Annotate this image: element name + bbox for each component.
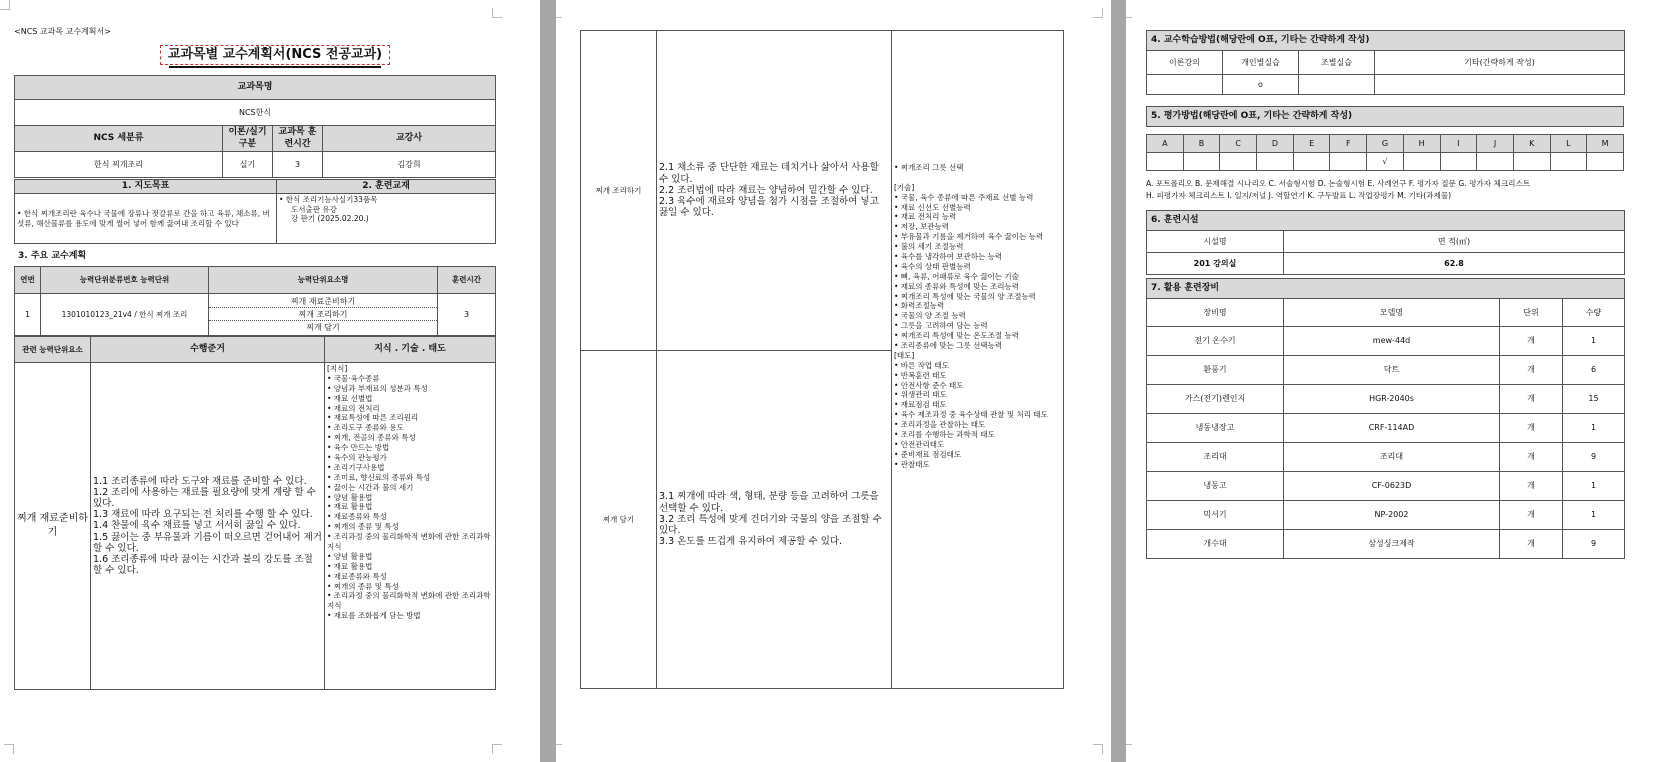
eval-col: L xyxy=(1550,135,1587,153)
method-col: 기타(간략하게 작성) xyxy=(1375,51,1625,75)
equipment-cell: 조리대 xyxy=(1284,443,1500,472)
ksa-item: • 조리기구사용법 xyxy=(327,462,385,472)
equipment-cell: CF-0623D xyxy=(1284,472,1500,501)
eval-vals-row xyxy=(1147,153,1624,171)
ksa-item: • 재료 전처리 능력 xyxy=(894,212,957,222)
corner-mark xyxy=(1126,744,1132,754)
equipment-table xyxy=(1146,278,1625,559)
facility-table xyxy=(1146,210,1625,275)
ksa-item: • 그릇을 고려하여 담는 능력 xyxy=(894,321,988,331)
type-value: 실기 xyxy=(223,152,273,178)
ksa-item: • 조리과정 중의 물리화학적 변화에 관한 조리과학 지식 xyxy=(327,532,491,552)
ksa-item: [기술] xyxy=(894,182,915,192)
equipment-cell: 냉동고 xyxy=(1147,472,1284,501)
eval-col: E xyxy=(1293,135,1330,153)
equipment-cell: 개 xyxy=(1500,443,1563,472)
sub-col-element: 관련 능력단위요소 xyxy=(15,337,91,363)
ksa-item: • 재료 선별법 xyxy=(327,393,373,403)
goal-text: • 한식 찌개조리란 육수나 국물에 장류나 젓갈류로 간을 하고 육류, 채소류, 버섯류, 해산물류를 용도에 맞게 썰어 넣어 함께 끓여내 조리할 수 있다 xyxy=(15,194,277,244)
equipment-col: 단위 xyxy=(1500,299,1563,327)
element-table-1 xyxy=(14,336,496,690)
corner-mark xyxy=(0,0,10,10)
equipment-cell: 1 xyxy=(1563,501,1625,530)
goal-table xyxy=(14,179,496,244)
eval-val xyxy=(1403,153,1440,171)
eval-header: 5. 평가방법(해당란에 O표, 기타는 간략하게 작성) xyxy=(1147,107,1624,127)
ksa-item: • 찌개의 종류 및 특성 xyxy=(327,581,399,591)
eval-col: G xyxy=(1367,135,1404,153)
criteria-item: 1.2 조리에 사용하는 재료를 필요량에 맞게 계량 할 수 있다. xyxy=(93,486,316,509)
eval-val xyxy=(1147,153,1184,171)
ksa-item: • 조미료, 향신료의 종류와 특성 xyxy=(327,472,431,482)
ksa-item: • 조리를 수행하는 과학적 태도 xyxy=(894,430,995,440)
plan-element: 찌개 조리하기 xyxy=(209,308,437,321)
ksa-item: • 조리과정을 관찰하는 태도 xyxy=(894,420,986,430)
ksa-item: • 양념 활용법 xyxy=(327,551,373,561)
eval-col: B xyxy=(1183,135,1220,153)
criteria-cell xyxy=(657,31,892,351)
eval-col: A xyxy=(1147,135,1184,153)
ksa-item: • 불의 세기 조절능력 xyxy=(894,242,964,252)
equipment-col: 장비명 xyxy=(1147,299,1284,327)
eval-col: J xyxy=(1477,135,1514,153)
method-col: 조별실습 xyxy=(1299,51,1375,75)
ksa-item: • 뼈, 육류, 어패류로 육수 끓이는 기술 xyxy=(894,271,1019,281)
equipment-cell: 1 xyxy=(1563,414,1625,443)
equipment-cell: HGR-2040s xyxy=(1284,385,1500,414)
plan-table xyxy=(14,266,496,336)
textbook-line: 강 판기 (2025.02.20.) xyxy=(291,214,369,223)
eval-legend-line: H. 피평가자 체크리스트 I. 일지/저널 J. 역할연기 K. 구두발표 L. 작업장평가 M. 기타(과제물) xyxy=(1146,190,1452,200)
method-header: 4. 교수학습방법(해당란에 O표, 기타는 간략하게 작성) xyxy=(1147,31,1625,51)
equipment-cell: 개 xyxy=(1500,530,1563,559)
plan-col-elements: 능력단위요소명 xyxy=(209,267,438,294)
equipment-row xyxy=(1147,472,1625,501)
eval-val xyxy=(1220,153,1257,171)
ksa-item: • 찌개의 종류 및 특성 xyxy=(327,522,399,532)
ksa-item: • 국물·육수종류 xyxy=(327,373,380,383)
criteria-item: 3.1 찌개에 따라 색, 형태, 분량 등을 고려하여 그릇을 선택할 수 있다. xyxy=(659,491,879,514)
equipment-row xyxy=(1147,501,1625,530)
corner-mark xyxy=(1093,744,1103,754)
ksa-item: • 찌개조리 그릇 선택 xyxy=(894,163,964,172)
eval-legend xyxy=(1146,178,1626,202)
facility-header: 6. 훈련시설 xyxy=(1147,211,1625,231)
ksa-item: • 육수의 관능평가 xyxy=(327,453,387,463)
criteria-item: 1.3 재료에 따라 요구되는 전 처리를 수행 할 수 있다. xyxy=(93,509,313,521)
equipment-cell: 9 xyxy=(1563,443,1625,472)
element-name: 찌개 조리하기 xyxy=(581,31,657,351)
ksa-item: • 준비재료 점검태도 xyxy=(894,449,962,459)
ksa-item: • 안전사항 준수 태도 xyxy=(894,380,964,390)
subject-header: 교과목명 xyxy=(15,76,496,100)
ksa-item: • 양념 활용법 xyxy=(327,492,373,502)
ksa-cell xyxy=(892,31,1064,689)
criteria-list xyxy=(659,491,889,547)
ksa-list xyxy=(327,364,493,621)
facility-area: 62.8 xyxy=(1284,253,1625,275)
eval-val xyxy=(1257,153,1294,171)
ksa-item: • 재료 활용법 xyxy=(327,502,373,512)
ksa-item xyxy=(894,173,1061,183)
plan-header: 3. 주요 교수계획 xyxy=(18,251,87,261)
criteria-cell xyxy=(91,363,325,690)
corner-mark xyxy=(492,744,502,754)
plan-row-unit: 1301010123_21v4 / 한식 찌개 조리 xyxy=(41,294,209,336)
corner-mark xyxy=(1126,8,1132,18)
plan-row-no: 1 xyxy=(15,294,41,336)
equipment-cell: 삼성싱크제작 xyxy=(1284,530,1500,559)
eval-col: C xyxy=(1220,135,1257,153)
eval-val: √ xyxy=(1367,153,1404,171)
facility-col: 면 적(㎡) xyxy=(1284,231,1625,253)
textbook-text xyxy=(277,194,496,244)
ksa-item: • 재료의 전처리 xyxy=(327,403,380,413)
criteria-item: 3.3 온도를 뜨겁게 유지하여 제공할 수 있다. xyxy=(659,536,843,548)
eval-val xyxy=(1477,153,1514,171)
criteria-list xyxy=(659,162,889,218)
criteria-cell xyxy=(657,351,892,689)
plan-element: 찌개 담기 xyxy=(306,323,340,332)
equipment-cell: 가스(전기)렌인지 xyxy=(1147,385,1284,414)
teacher-header: 교강사 xyxy=(323,126,496,152)
ksa-cell xyxy=(325,363,496,690)
element-name: 찌개 담기 xyxy=(581,351,657,689)
ksa-item: • 찌개조리 특성에 맞는 온도조절 능력 xyxy=(894,331,1020,341)
corner-mark xyxy=(556,8,562,18)
criteria-item: 2.3 육수에 재료와 양념을 첨가 시점을 조절하여 넣고 끓일 수 있다. xyxy=(659,196,879,219)
equipment-row xyxy=(1147,530,1625,559)
page-3 xyxy=(1126,0,1661,762)
equipment-cell: 개 xyxy=(1500,414,1563,443)
goal-header: 1. 지도목표 xyxy=(15,180,277,194)
teacher-value: 김강희 xyxy=(323,152,496,178)
equipment-col: 수량 xyxy=(1563,299,1625,327)
ksa-item: • 끓이는 시간과 불의 세기 xyxy=(327,482,414,492)
ksa-item: • 관찰태도 xyxy=(894,459,930,469)
ksa-item: • 국물, 육수 종류에 따른 주재료 선별 능력 xyxy=(894,192,1034,202)
ksa-item: • 조리도구 종류와 용도 xyxy=(327,423,404,433)
ksa-item: [지식] xyxy=(327,364,348,373)
eval-col: F xyxy=(1330,135,1367,153)
eval-legend-line: A. 포트폴리오 B. 문제해결 시나리오 C. 서술형시험 D. 논술형시험 E. 사례연구 F. 평가자 질문 G. 평가자 체크리스트 xyxy=(1146,179,1531,188)
equipment-cell: NP-2002 xyxy=(1284,501,1500,530)
method-col: 개인별실습 xyxy=(1223,51,1299,75)
page-2 xyxy=(556,0,1111,762)
eval-col: K xyxy=(1513,135,1550,153)
equipment-cell: 개 xyxy=(1500,385,1563,414)
criteria-list xyxy=(93,476,322,577)
equipment-cell: 환풍기 xyxy=(1147,356,1284,385)
equipment-row xyxy=(1147,327,1625,356)
ksa-item: • 화력조절능력 xyxy=(894,301,945,311)
plan-element: 찌개 재료준비하기 xyxy=(209,295,437,308)
eval-val xyxy=(1587,153,1624,171)
ksa-item: • 육수를 냉각하여 보관하는 능력 xyxy=(894,252,1003,262)
method-table xyxy=(1146,30,1625,95)
textbook-line: 도서출판 유강 xyxy=(291,204,337,214)
ksa-item: • 육수의 상태 판별능력 xyxy=(894,261,971,271)
sub-col-criteria: 수행준거 xyxy=(91,337,325,363)
ncs-value: 한식 찌개조리 xyxy=(15,152,223,178)
equipment-cell: CRF-114AD xyxy=(1284,414,1500,443)
equipment-col: 모델명 xyxy=(1284,299,1500,327)
eval-cols-row xyxy=(1147,135,1624,153)
textbook-line: • 한식 조리기능사실기33품목 xyxy=(279,195,378,205)
hours-value: 3 xyxy=(273,152,323,178)
equipment-cell: 15 xyxy=(1563,385,1625,414)
criteria-item: 1.4 찬물에 육수 재료를 넣고 서서히 끓일 수 있다. xyxy=(93,520,301,532)
type-header: 이론/실기 구분 xyxy=(223,126,273,152)
ksa-item: • 부유물과 기름을 제거하여 육수 끓이는 능력 xyxy=(894,232,1044,242)
equipment-cell: 개수대 xyxy=(1147,530,1284,559)
ksa-item: • 안전관리태도 xyxy=(894,439,945,449)
criteria-item: 1.6 조리종류에 따라 끓이는 시간과 불의 강도를 조절 할 수 있다. xyxy=(93,554,313,577)
ksa-item: • 재료특성에 따른 조리원리 xyxy=(327,413,419,423)
equipment-cell: 6 xyxy=(1563,356,1625,385)
subject-value: NCS한식 xyxy=(15,100,496,126)
eval-header-table xyxy=(1146,106,1624,127)
ksa-item: • 육수 제조과정 중 육수상태 관찰 및 처리 태도 xyxy=(894,410,1048,420)
document-title: 교과목별 교수계획서(NCS 전공교과) xyxy=(160,45,390,65)
equipment-cell: mew-44d xyxy=(1284,327,1500,356)
page-1 xyxy=(0,0,540,762)
facility-name: 201 강의실 xyxy=(1147,253,1284,275)
textbook-header: 2. 훈련교재 xyxy=(277,180,496,194)
equipment-cell: 개 xyxy=(1500,472,1563,501)
equipment-cell: 1 xyxy=(1563,472,1625,501)
equipment-cell: 조리대 xyxy=(1147,443,1284,472)
equipment-body xyxy=(1147,327,1625,559)
facility-col: 시설명 xyxy=(1147,231,1284,253)
equipment-cell: 개 xyxy=(1500,501,1563,530)
equipment-cell: 전기 온수기 xyxy=(1147,327,1284,356)
eval-col: I xyxy=(1440,135,1477,153)
eval-val xyxy=(1293,153,1330,171)
sub-col-ksa: 지식 . 기술 . 태도 xyxy=(325,337,496,363)
document-label: <NCS 교과목 교수계획서> xyxy=(14,27,111,36)
ksa-item: • 국물의 양 조절 능력 xyxy=(894,311,966,321)
eval-val xyxy=(1330,153,1367,171)
ksa-item: • 찌개조리 특성에 맞는 국물의 양 조절능력 xyxy=(894,291,1036,301)
plan-elements-cell xyxy=(209,294,438,336)
equipment-cell: 냉동냉장고 xyxy=(1147,414,1284,443)
element-table-2 xyxy=(580,30,1064,689)
method-val xyxy=(1299,75,1375,95)
ksa-item: [태도] xyxy=(894,350,915,360)
ncs-header: NCS 세분류 xyxy=(15,126,223,152)
ksa-item: • 재료종류와 특성 xyxy=(327,571,387,581)
equipment-header: 7. 활용 훈련장비 xyxy=(1147,279,1625,299)
ksa-item: • 재료의 종류와 특성에 맞는 조리능력 xyxy=(894,281,1020,291)
ksa-item: • 재료를 조화롭게 담는 방법 xyxy=(327,611,421,621)
ksa-item: • 육수 만드는 방법 xyxy=(327,443,390,453)
method-val: o xyxy=(1223,75,1299,95)
criteria-item: 2.2 조리법에 따라 재료는 양념하여 밑간할 수 있다. xyxy=(659,184,873,196)
eval-col: H xyxy=(1403,135,1440,153)
criteria-item: 2.1 채소류 중 단단한 재료는 데치거나 삶아서 사용할 수 있다. xyxy=(659,162,879,185)
ksa-list xyxy=(894,163,1061,470)
eval-val xyxy=(1183,153,1220,171)
ksa-item: • 재료점검 태도 xyxy=(894,400,947,410)
criteria-item: 3.2 조리 특성에 맞게 건더기와 국물의 양을 조절할 수 있다. xyxy=(659,513,882,537)
ksa-item: • 양념과 부재료의 성분과 특성 xyxy=(327,383,428,393)
ksa-item: • 재료 활용법 xyxy=(327,561,373,571)
ksa-item: • 저장, 보관능력 xyxy=(894,222,950,232)
corner-mark xyxy=(1093,8,1103,18)
eval-col: M xyxy=(1587,135,1624,153)
equipment-cell: 닥트 xyxy=(1284,356,1500,385)
equipment-cell: 1 xyxy=(1563,327,1625,356)
eval-val xyxy=(1513,153,1550,171)
equipment-cell: 개 xyxy=(1500,356,1563,385)
ksa-item: • 반복훈련 태도 xyxy=(894,370,947,380)
method-val xyxy=(1375,75,1625,95)
ksa-item: • 바른 작업 태도 xyxy=(894,360,950,370)
eval-val xyxy=(1550,153,1587,171)
subject-table xyxy=(14,75,496,178)
equipment-row xyxy=(1147,443,1625,472)
plan-col-unit: 능력단위분류번호 능력단위 xyxy=(41,267,209,294)
method-val xyxy=(1147,75,1223,95)
ksa-item: • 재료 신선도 선별능력 xyxy=(894,202,971,212)
corner-mark xyxy=(556,744,562,754)
ksa-item: • 조리과정 중의 물리화학적 변화에 관한 조리과학 지식 xyxy=(327,591,491,611)
ksa-item: • 조리종류에 맞는 그릇 선택능력 xyxy=(894,341,1003,351)
equipment-cell: 9 xyxy=(1563,530,1625,559)
plan-row-hours: 3 xyxy=(438,294,496,336)
corner-mark xyxy=(492,8,502,18)
equipment-row xyxy=(1147,356,1625,385)
ksa-item: • 재료종류와 특성 xyxy=(327,512,387,522)
equipment-row xyxy=(1147,414,1625,443)
hours-header: 교과목 훈련시간 xyxy=(273,126,323,152)
equipment-cell: 개 xyxy=(1500,327,1563,356)
method-col: 이론강의 xyxy=(1147,51,1223,75)
eval-col: D xyxy=(1257,135,1294,153)
criteria-item: 1.1 조리종류에 따라 도구와 재료를 준비할 수 있다. xyxy=(93,475,307,487)
ksa-item: • 위생관리 태도 xyxy=(894,390,947,400)
eval-table xyxy=(1146,134,1624,171)
eval-val xyxy=(1440,153,1477,171)
equipment-cell: 믹서기 xyxy=(1147,501,1284,530)
corner-mark xyxy=(4,744,14,754)
plan-col-no: 연번 xyxy=(15,267,41,294)
plan-col-hours: 훈련시간 xyxy=(438,267,496,294)
criteria-item: 1.5 끓이는 중 부유물과 기름이 떠오르면 걷어내어 제거 할 수 있다. xyxy=(93,531,322,554)
ksa-item: • 찌개, 전골의 종류와 특성 xyxy=(327,433,416,443)
equipment-row xyxy=(1147,385,1625,414)
element-name: 찌개 재료준비하기 xyxy=(15,363,91,690)
